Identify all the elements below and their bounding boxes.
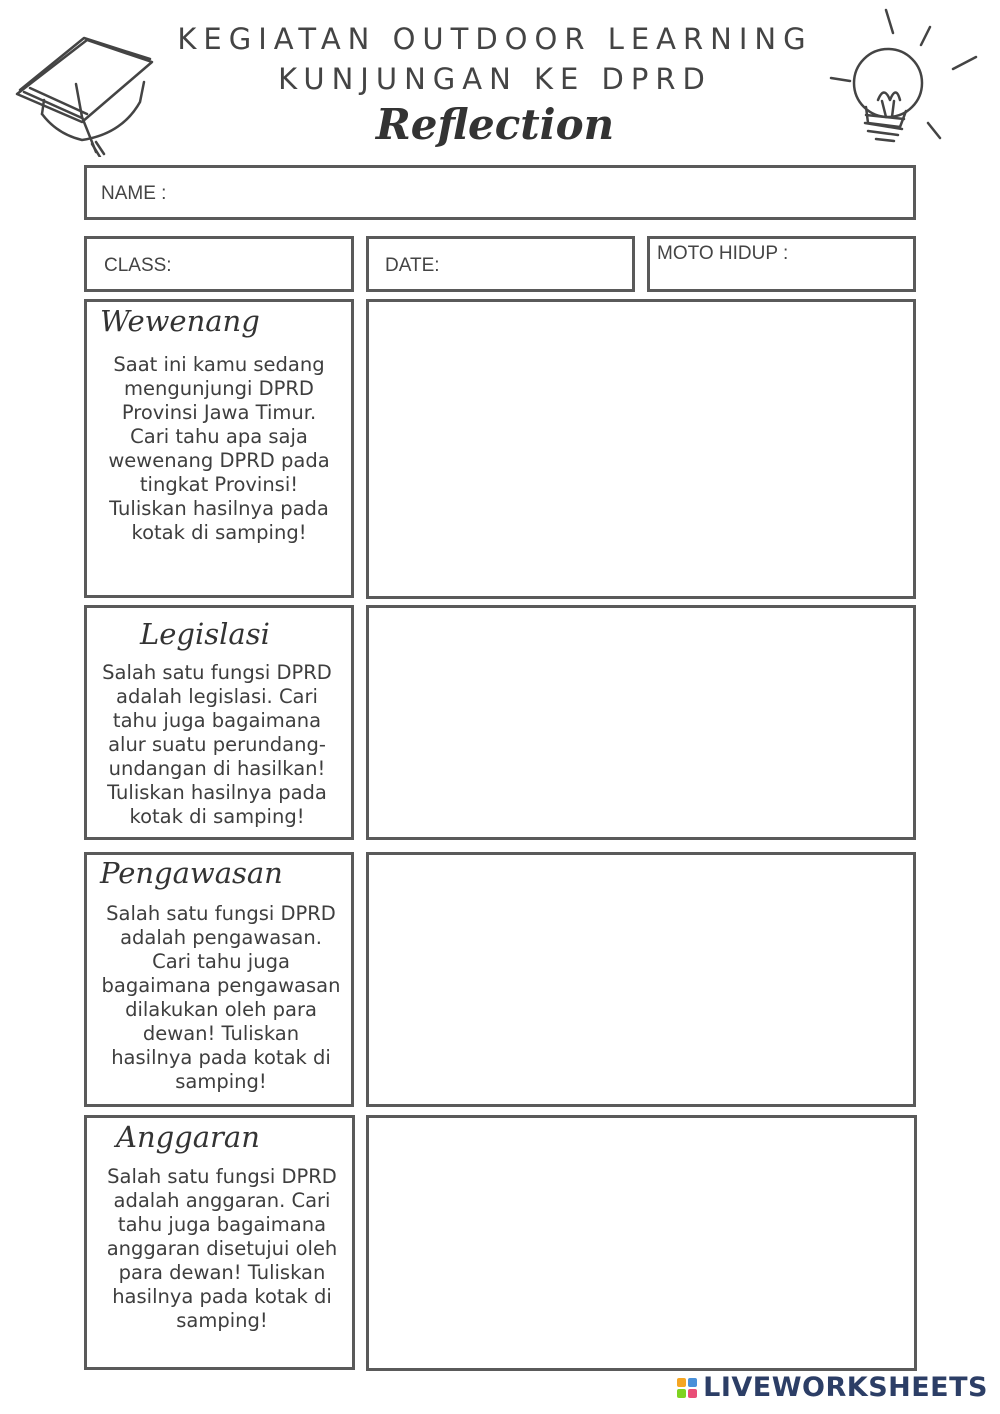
liveworksheets-logo-icon — [677, 1378, 697, 1398]
class-label: CLASS: — [104, 255, 172, 276]
wewenang-answer-input[interactable] — [370, 303, 912, 595]
name-label: NAME : — [101, 183, 167, 204]
legislasi-prompt: Salah satu fungsi DPRD adalah legislasi. Cari tahu juga bagaimana alur suatu perundang- undangan di hasilkan! Tuliskan hasilnya pada kotak di samping! — [102, 661, 332, 828]
legislasi-title: Legislasi — [140, 617, 270, 651]
date-input[interactable] — [448, 250, 627, 282]
liveworksheets-brand — [677, 1372, 988, 1403]
class-input[interactable] — [178, 250, 347, 282]
pengawasan-title: Pengawasan — [100, 856, 283, 890]
anggaran-title: Anggaran — [116, 1120, 260, 1154]
wewenang-title: Wewenang — [100, 304, 260, 338]
anggaran-answer-input[interactable] — [370, 1119, 913, 1367]
pengawasan-prompt: Salah satu fungsi DPRD adalah pengawasan. Cari tahu juga bagaimana pengawasan dilakukan oleh para dewan! Tuliskan hasilnya pada kotak di samping! — [101, 902, 341, 1093]
name-input[interactable] — [180, 178, 904, 210]
legislasi-answer-input[interactable] — [370, 609, 912, 836]
wewenang-prompt: Saat ini kamu sedang mengunjungi DPRD Provinsi Jawa Timur. Cari tahu apa saja wewenang DPRD pada tingkat Provinsi! Tuliskan hasilnya pada kotak di samping! — [108, 353, 330, 544]
pengawasan-answer-input[interactable] — [370, 856, 912, 1103]
moto-label: MOTO HIDUP : — [657, 243, 789, 264]
anggaran-prompt: Salah satu fungsi DPRD adalah anggaran. Cari tahu juga bagaimana anggaran disetujui oleh para dewan! Tuliskan hasilnya pada kotak di samping! — [106, 1165, 338, 1332]
worksheet-title-line2: KUNJUNGAN KE DPRD — [278, 62, 712, 96]
worksheet-subtitle: Reflection — [375, 100, 615, 149]
brand-name: LIVEWORKSHEETS — [703, 1372, 988, 1403]
date-label: DATE: — [385, 255, 440, 276]
worksheet-title-line1: KEGIATAN OUTDOOR LEARNING — [177, 22, 813, 56]
moto-input[interactable] — [657, 264, 911, 290]
